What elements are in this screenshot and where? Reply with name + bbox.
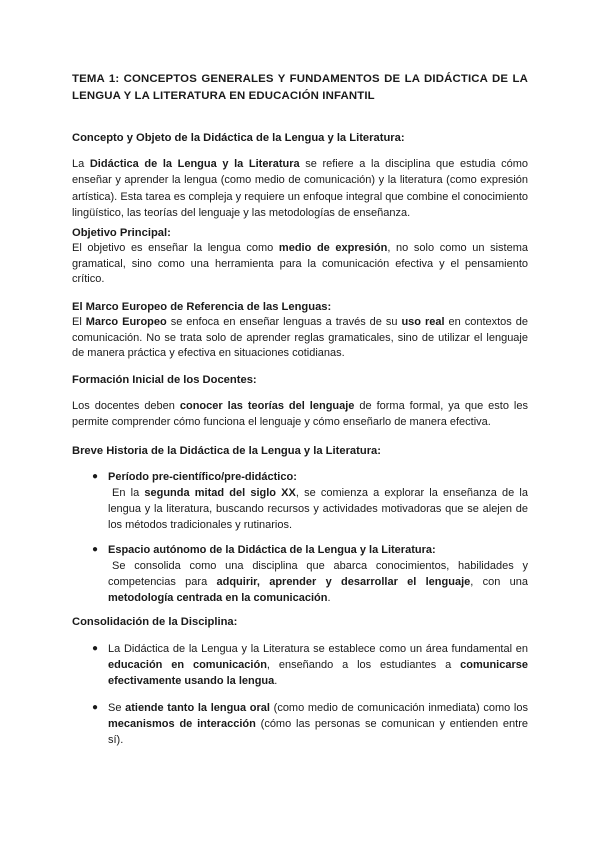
text-run: En la: [112, 487, 145, 499]
bold-run: segunda mitad del siglo XX: [144, 487, 296, 499]
bullet-icon: ●: [92, 702, 99, 713]
section-heading-objetivo: Objetivo Principal:: [72, 227, 171, 239]
text-run: , se comienza a explorar la enseñanza de la lengua y la literatura, buscando recursos y actividades motivadoras que se alejen de los métodos tradicionales y rutinarios.: [108, 487, 528, 531]
text-run: se enfoca en enseñar lenguas a través de su: [166, 316, 402, 328]
paragraph-objetivo: [72, 241, 528, 288]
text-run: (como medio de comunicación inmediata) como los: [269, 702, 528, 714]
section-heading-formacion: Formación Inicial de los Docentes:: [72, 374, 257, 386]
text-run: (cómo las personas se comunican y entienden entre sí).: [108, 718, 528, 746]
bold-run: atiende tanto la lengua oral: [125, 702, 270, 714]
text-run: en contextos de comunicación. No se trata solo de aprender reglas gramaticales, sino de utilizar el lenguaje de manera práctica y efectiva en situaciones cotidianas.: [72, 316, 528, 359]
list-item: [72, 469, 528, 533]
text-run: .: [327, 592, 331, 604]
bold-run: comunicarse efectivamente usando la lengua: [108, 659, 528, 687]
text-run: El objetivo es enseñar la lengua como: [72, 242, 279, 254]
text-run: El: [72, 316, 86, 328]
paragraph-formacion: [72, 398, 528, 431]
text-run: La: [72, 158, 90, 170]
bold-run: adquirir, aprender y desarrollar el lenguaje: [216, 576, 471, 588]
bold-run: educación en comunicación: [108, 659, 267, 671]
bullet-icon: ●: [92, 643, 99, 654]
text-run: .: [274, 675, 278, 687]
text-run: La Didáctica de la Lengua y la Literatura se establece como un área fundamental en: [108, 643, 528, 655]
list-item: [72, 542, 528, 606]
bold-run: medio de expresión: [278, 242, 388, 254]
text-run: Se consolida como una disciplina que abarca conocimientos, habilidades y competencias para: [108, 560, 528, 588]
text-run: , con una: [470, 576, 529, 588]
section-heading-historia: Breve Historia de la Didáctica de la Lengua y la Literatura:: [72, 445, 382, 457]
bold-run: uso real: [401, 316, 445, 328]
bold-run: metodología centrada en la comunicación: [108, 592, 328, 604]
bold-run: mecanismos de interacción: [108, 718, 256, 730]
bullet-icon: ●: [92, 544, 99, 555]
list-item-heading: Período pre-científico/pre-didáctico:: [108, 471, 297, 483]
list-item: [72, 641, 528, 689]
list-item-heading: Espacio autónomo de la Didáctica de la Lengua y la Literatura:: [108, 544, 436, 556]
text-run: , no solo como un sistema gramatical, sino como una herramienta para la comunicación efectiva y el pensamiento crítico.: [72, 242, 528, 285]
text-run: , enseñando a los estudiantes a: [266, 659, 461, 671]
bold-run: Didáctica de la Lengua y la Literatura: [89, 158, 300, 170]
paragraph-concepto: [72, 156, 528, 221]
paragraph-marco: [72, 315, 528, 362]
text-run: de forma formal, ya que esto les permite comprender cómo funciona el lenguaje y cómo enseñarlo de manera efectiva.: [72, 400, 528, 429]
list-item-text: [108, 485, 528, 533]
section-heading-consolidacion: Consolidación de la Disciplina:: [72, 616, 238, 628]
section-heading-marco: El Marco Europeo de Referencia de las Lenguas:: [72, 301, 332, 313]
text-run: se refiere a la disciplina que estudia cómo enseñar y aprender la lengua (como medio de comunicación) y la literatura (como expresión artística). Esta tarea es compleja y requiere un enfoque integral que combine el conocimiento lingüístico, las teorías del lenguaje y las metodologías de enseñanza.: [72, 158, 528, 219]
text-run: Los docentes deben: [72, 400, 180, 412]
bold-run: conocer las teorías del lenguaje: [179, 400, 355, 412]
page-title: TEMA 1: CONCEPTOS GENERALES Y FUNDAMENTOS DE LA DIDÁCTICA DE LA LENGUA Y LA LITERATURA EN EDUCACIÓN INFANTIL: [72, 73, 528, 102]
list-item-text: [108, 558, 528, 606]
bold-run: Marco Europeo: [85, 316, 167, 328]
bullet-icon: ●: [92, 471, 99, 482]
section-heading-concepto: Concepto y Objeto de la Didáctica de la Lengua y la Literatura:: [72, 132, 405, 144]
list-item: [72, 700, 528, 748]
text-run: Se: [108, 702, 126, 714]
